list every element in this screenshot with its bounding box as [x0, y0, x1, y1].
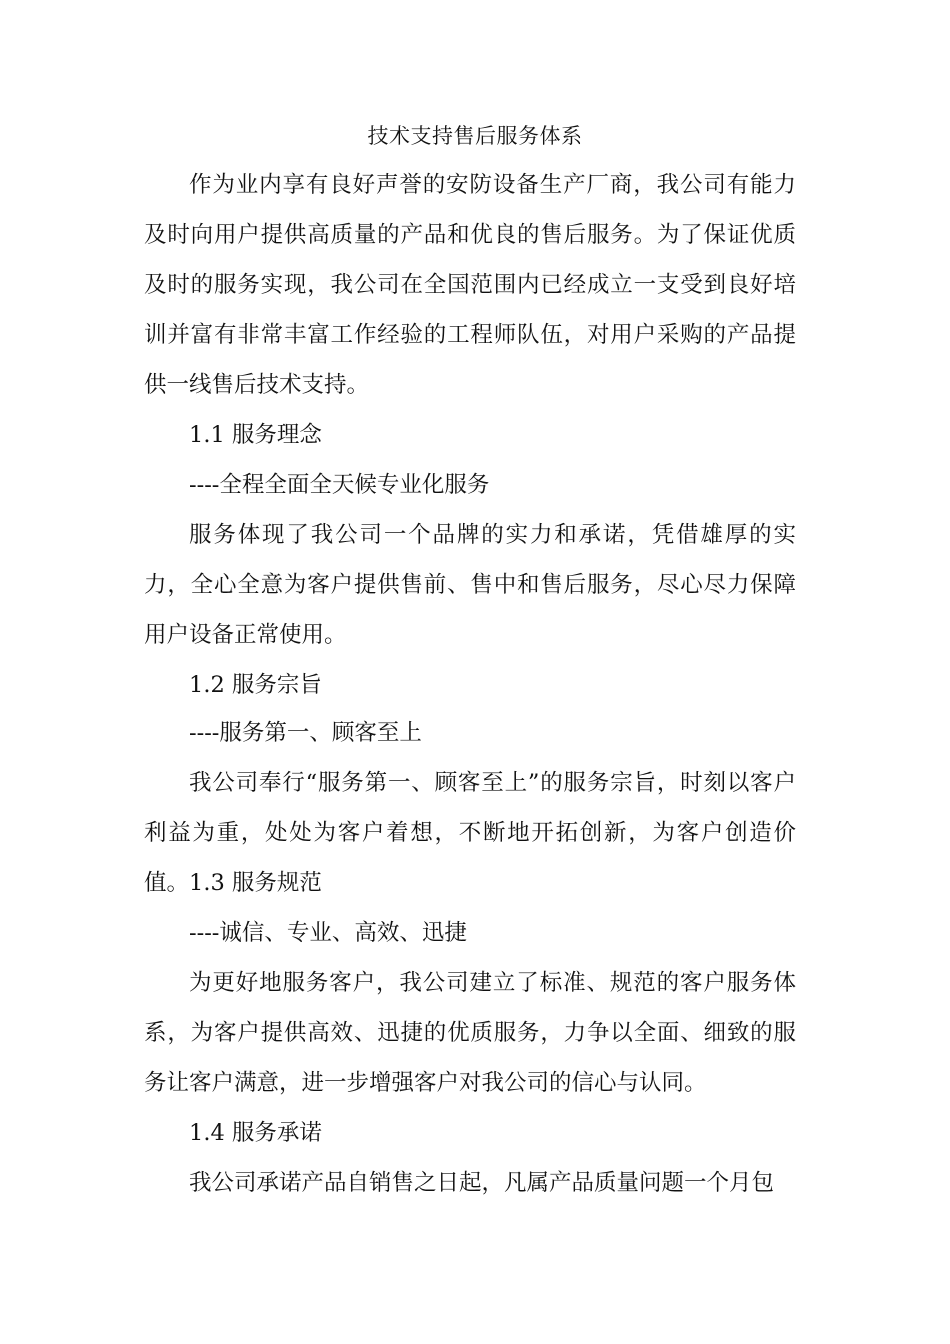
document-title: 技术支持售后服务体系 — [367, 124, 583, 148]
section-1-3-paragraph: 为更好地服务客户，我公司建立了标准、规范的客户服务体系，为客户提供高效、迅捷的优质服务，力争以全面、细致的服务让客户满意，进一步增强客户对我公司的信心与认同。 — [144, 970, 796, 1096]
section-1-1-slogan: ----全程全面全天候专业化服务 — [189, 472, 490, 498]
section-1-3-heading: 1.3 服务规范 — [189, 870, 322, 896]
section-1-2-slogan: ----服务第一、顾客至上 — [189, 720, 422, 746]
section-1-2-heading: 1.2 服务宗旨 — [189, 672, 322, 698]
section-1-3-slogan: ----诚信、专业、高效、迅捷 — [189, 920, 467, 946]
intro-paragraph: 作为业内享有良好声誉的安防设备生产厂商，我公司有能力及时向用户提供高质量的产品和优良的售后服务。为了保证优质及时的服务实现，我公司在全国范围内已经成立一支受到良好培训并富有非常丰富工作经验的工程师队伍，对用户采购的产品提供一线售后技术支持。 — [144, 172, 796, 398]
section-1-4-paragraph: 我公司承诺产品自销售之日起，凡属产品质量问题一个月包 — [189, 1170, 775, 1196]
section-1-1-paragraph: 服务体现了我公司一个品牌的实力和承诺，凭借雄厚的实力，全心全意为客户提供售前、售中和售后服务，尽心尽力保障用户设备正常使用。 — [144, 522, 796, 648]
section-1-4-heading: 1.4 服务承诺 — [189, 1120, 322, 1146]
section-1-1-heading: 1.1 服务理念 — [189, 422, 322, 448]
section-1-2-paragraph: 我公司奉行“服务第一、顾客至上”的服务宗旨，时刻以客户利益为重，处处为客户着想，不断地开拓创新，为客户创造价值。 — [144, 770, 796, 896]
